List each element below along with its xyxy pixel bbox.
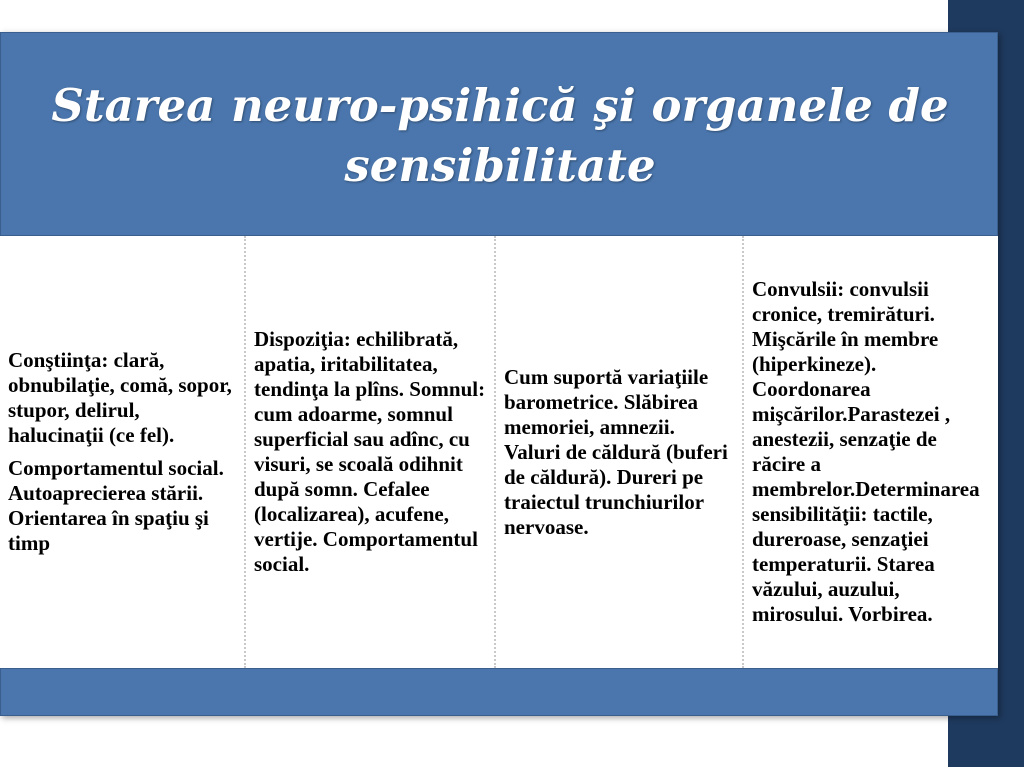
title-band bbox=[0, 32, 998, 236]
column-paragraph: Comportamentul social. Autoaprecierea stării. Orientarea în spaţiu şi timp bbox=[8, 456, 224, 555]
column-paragraph: Conştiinţa: clară, obnubilaţie, comă, sopor, stupor, delirul, halucinaţii (ce fel). bbox=[8, 348, 232, 447]
column-mood-sleep bbox=[246, 236, 496, 668]
slide-panel bbox=[0, 32, 998, 716]
column-paragraph: Convulsii: convulsii cronice, tremirături. Mişcările în membre (hiperkineze). Coordonarea mişcărilor.Parastezei , anestezii, senzaţie de răcire a membrelor.Determinarea sensibilităţii: tactile, dureroase, senzaţiei temperaturii. Starea văzului, auzului, mirosului. Vorbirea. bbox=[752, 277, 980, 626]
content-columns bbox=[0, 236, 998, 668]
column-paragraph: Cum suportă variaţiile barometrice. Slăbirea memoriei, amnezii. Valuri de căldură (buferi de căldură). Dureri pe traiectul trunchiurilor nervoase. bbox=[504, 364, 728, 539]
column-consciousness bbox=[0, 236, 246, 668]
column-convulsions-senses bbox=[744, 236, 998, 668]
column-text bbox=[8, 348, 238, 556]
column-paragraph: Dispoziţia: echilibrată, apatia, iritabilitatea, tendinţa la plîns. Somnul: cum adoarme, somnul superficial sau adînc, cu visuri, se scoală odihnit după somn. Cefalee (localizarea), acufene, vertije. Comportamentul social. bbox=[254, 327, 486, 576]
column-barometric-memory bbox=[496, 236, 744, 668]
slide-title: Starea neuro-psihică şi organele de sensibilitate bbox=[51, 79, 949, 192]
bottom-band bbox=[0, 668, 998, 716]
